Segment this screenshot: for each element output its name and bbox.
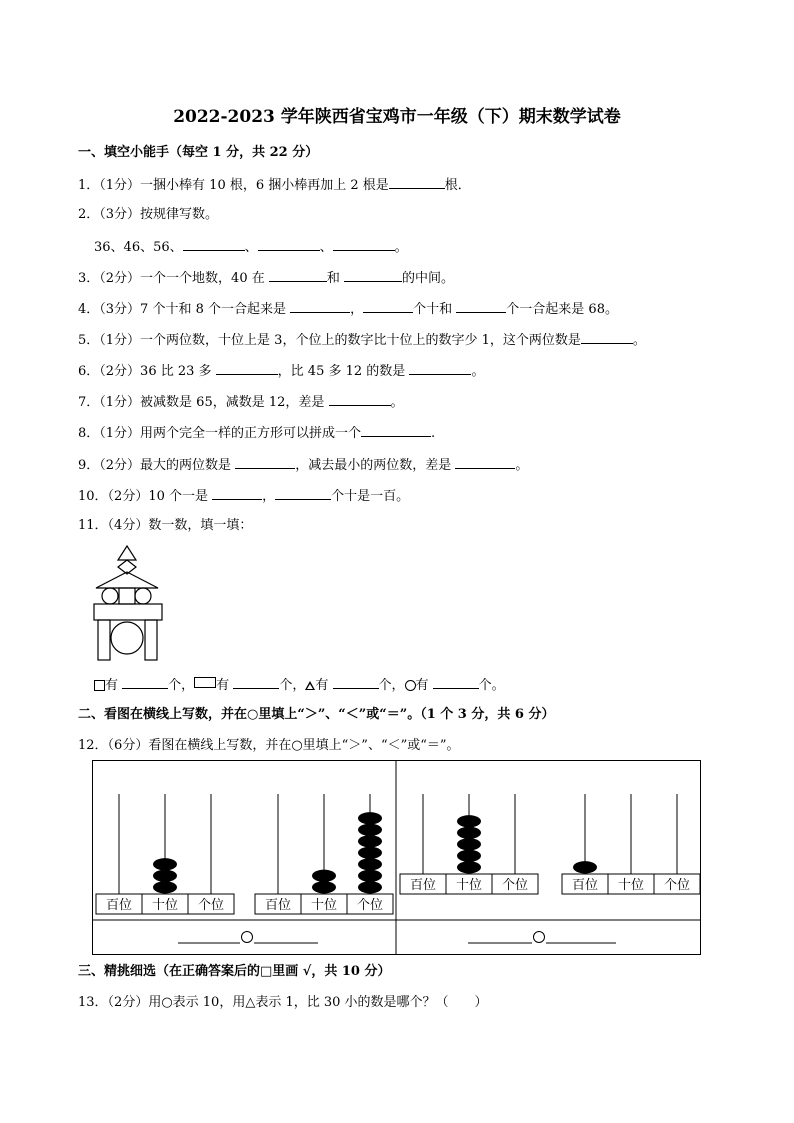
q9-text: 。 xyxy=(515,458,529,473)
q6-text: ，比 45 多 12 的数是 xyxy=(277,364,406,379)
answer-blank[interactable] xyxy=(333,238,395,251)
q2-end: 。 xyxy=(394,240,408,255)
abacus-place-label: 个位 xyxy=(197,898,225,913)
answer-blank[interactable] xyxy=(581,331,633,344)
section-3-heading: 三、精挑细选（在正确答案后的□里画 √，共 10 分） xyxy=(78,964,391,979)
abacus-bead xyxy=(457,850,481,862)
q11-text: 个， xyxy=(378,678,405,693)
q1-text: 1．（1分）一捆小棒有 10 根，6 捆小棒再加上 2 根是 xyxy=(78,178,389,193)
answer-blank[interactable] xyxy=(433,676,479,689)
q2-sep: 、 xyxy=(319,240,333,255)
abacus-place-label: 十位 xyxy=(151,898,179,913)
q9-text: 9．（2分）最大的两位数是 xyxy=(78,458,232,473)
q5-text: 5．（1分）一个两位数，十位上是 3，个位上的数字比十位上的数字少 1，这个两位数是 xyxy=(78,333,581,348)
q9-text: ，减去最小的两位数，差是 xyxy=(295,458,452,473)
question-3 xyxy=(78,269,454,287)
question-9 xyxy=(78,456,528,474)
q10-text: 个十是一百。 xyxy=(331,489,410,504)
abacus-bead xyxy=(153,870,177,882)
rectangle-shape xyxy=(98,620,110,660)
triangle-icon xyxy=(305,681,315,690)
question-8 xyxy=(78,424,435,442)
rectangle-shape xyxy=(94,604,162,620)
abacus-bead xyxy=(153,881,177,893)
section-1-heading: 一、填空小能手（每空 1 分，共 22 分） xyxy=(78,145,319,160)
answer-blank[interactable] xyxy=(233,676,279,689)
question-6 xyxy=(78,362,484,380)
q3-text: 和 xyxy=(326,271,340,286)
square-icon xyxy=(94,680,105,691)
abacus-place-label: 百位 xyxy=(571,878,599,893)
question-10 xyxy=(78,487,409,505)
question-2-sequence xyxy=(94,238,408,256)
circle-shape xyxy=(135,588,151,604)
answer-blank[interactable] xyxy=(122,676,168,689)
answer-blank[interactable] xyxy=(344,269,402,282)
answer-blank[interactable] xyxy=(409,362,471,375)
q7-text: 。 xyxy=(390,395,404,410)
q2-seq: 36、46、56、 xyxy=(94,240,183,255)
abacus-bead xyxy=(358,824,382,836)
answer-blank[interactable] xyxy=(216,362,278,375)
abacus-place-label: 百位 xyxy=(105,898,133,913)
answer-blank[interactable] xyxy=(363,300,413,313)
abacus-place-label: 百位 xyxy=(264,898,292,913)
abacus-bead xyxy=(153,858,177,870)
compare-circle[interactable] xyxy=(534,932,545,943)
q8-text: . xyxy=(431,426,436,441)
answer-blank[interactable] xyxy=(269,269,327,282)
abacus-bead xyxy=(312,881,336,893)
rectangle-icon xyxy=(194,677,216,688)
q2-sep: 、 xyxy=(244,240,258,255)
q10-text: ， xyxy=(262,489,276,504)
q4-text: 个一合起来是 68。 xyxy=(506,302,618,317)
q11-text: 有 xyxy=(315,678,329,693)
abacus-place-label: 百位 xyxy=(409,878,437,893)
abacus-table xyxy=(92,760,702,956)
abacus-bead xyxy=(358,881,382,893)
abacus-place-label: 十位 xyxy=(310,898,338,913)
abacus-bead xyxy=(358,870,382,882)
question-12: 12．（6分）看图在横线上写数，并在○里填上“＞”、“＜”或“＝”。 xyxy=(78,738,460,753)
abacus-bead xyxy=(358,835,382,847)
abacus-bead xyxy=(457,815,481,827)
q3-text: 的中间。 xyxy=(402,271,455,286)
answer-blank[interactable] xyxy=(329,393,391,406)
answer-blank[interactable] xyxy=(258,238,320,251)
q11-text: 个， xyxy=(168,678,195,693)
q11-text: 个， xyxy=(279,678,306,693)
abacus-bead xyxy=(312,870,336,882)
shape-tower-figure xyxy=(90,544,166,664)
answer-blank[interactable] xyxy=(183,238,245,251)
square-shape xyxy=(119,588,135,604)
rectangle-shape xyxy=(145,620,157,660)
abacus-bead xyxy=(573,861,597,873)
abacus-bead xyxy=(358,812,382,824)
answer-blank[interactable] xyxy=(290,300,350,313)
q4-text: 个十和 xyxy=(413,302,453,317)
abacus-bead xyxy=(457,838,481,850)
q4-text: 4．（3分）7 个十和 8 个一合起来是 xyxy=(78,302,286,317)
abacus-place-label: 个位 xyxy=(501,878,529,893)
section-2-heading: 二、看图在横线上写数，并在○里填上“＞”、“＜”或“＝”。（1 个 3 分，共 6 分） xyxy=(78,707,555,722)
question-2: 2．（3分）按规律写数。 xyxy=(78,207,219,222)
q6-text: 。 xyxy=(471,364,485,379)
question-7 xyxy=(78,393,404,411)
circle-shape xyxy=(102,588,118,604)
answer-blank[interactable] xyxy=(275,487,331,500)
compare-circle[interactable] xyxy=(242,932,253,943)
answer-blank[interactable] xyxy=(361,424,431,437)
q1-text-end: 根． xyxy=(444,178,471,193)
q10-text: 10．（2分）10 个一是 xyxy=(78,489,208,504)
circle-shape xyxy=(111,622,143,654)
q7-text: 7．（1分）被减数是 65，减数是 12，差是 xyxy=(78,395,325,410)
abacus-bead xyxy=(358,858,382,870)
answer-blank[interactable] xyxy=(389,176,445,189)
abacus-place-label: 个位 xyxy=(356,898,384,913)
answer-blank[interactable] xyxy=(456,300,506,313)
q5-text: 。 xyxy=(632,333,646,348)
q11-text: 个。 xyxy=(478,678,505,693)
circle-icon xyxy=(405,680,416,691)
abacus-bead xyxy=(358,847,382,859)
q4-text: ， xyxy=(350,302,364,317)
answer-blank[interactable] xyxy=(212,487,262,500)
q6-text: 6．（2分）36 比 23 多 xyxy=(78,364,212,379)
question-4 xyxy=(78,300,618,318)
q11-text: 有 xyxy=(105,678,119,693)
q11-text: 有 xyxy=(415,678,429,693)
question-13: 13．（2分）用○表示 10，用△表示 1，比 30 小的数是哪个？（ ） xyxy=(78,995,488,1010)
q8-text: 8．（1分）用两个完全一样的正方形可以拼成一个 xyxy=(78,426,362,441)
q11-text: 有 xyxy=(216,678,230,693)
question-11: 11．（4分）数一数，填一填： xyxy=(78,518,253,533)
question-11-answers xyxy=(94,676,505,694)
answer-blank[interactable] xyxy=(455,456,515,469)
abacus-place-label: 十位 xyxy=(455,878,483,893)
page-title: 2022-2023 学年陕西省宝鸡市一年级（下）期末数学试卷 xyxy=(173,107,621,127)
answer-blank[interactable] xyxy=(333,676,379,689)
question-5 xyxy=(78,331,646,349)
abacus-bead xyxy=(457,861,481,873)
question-1 xyxy=(78,176,471,194)
abacus-place-label: 十位 xyxy=(617,878,645,893)
abacus-place-label: 个位 xyxy=(663,878,691,893)
answer-blank[interactable] xyxy=(235,456,295,469)
q3-text: 3．（2分）一个一个地数，40 在 xyxy=(78,271,265,286)
abacus-bead xyxy=(457,827,481,839)
triangle-shape xyxy=(118,546,136,560)
